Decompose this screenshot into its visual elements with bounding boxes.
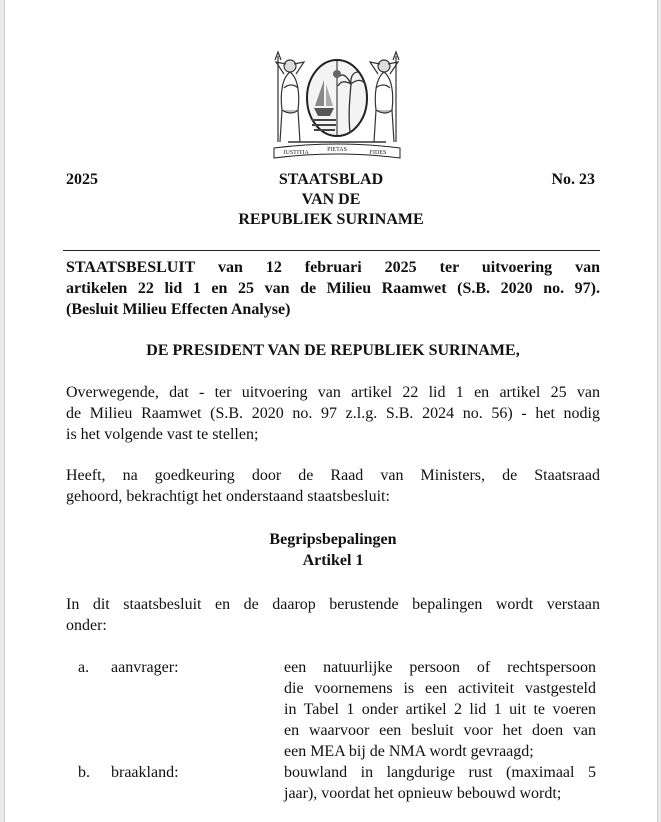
paragraph-line: de Milieu Raamwet (S.B. 2020 no. 97 z.l.g. S.B. 2024 no. 56) - het nodig xyxy=(66,405,600,422)
gazette-title-line: STAATSBLAD xyxy=(278,171,384,188)
paragraph-line: gehoord, bekrachtigt het onderstaand staatsbesluit: xyxy=(66,488,390,505)
definition-line: een natuurlijke persoon of rechtspersoon xyxy=(284,659,596,676)
paragraph-line: onder: xyxy=(66,617,107,634)
paragraph-line: is het volgende vast te stellen; xyxy=(66,426,259,443)
definition-line: in Tabel 1 onder artikel 2 lid 1 uit te voeren xyxy=(284,701,596,718)
definition-line: en waarvoor een besluit voor het doen van xyxy=(284,722,596,739)
intro-paragraph xyxy=(66,594,600,636)
approval-paragraph xyxy=(66,465,600,507)
paragraph-line: Overwegende, dat - ter uitvoering van artikel 22 lid 1 en artikel 25 van xyxy=(66,384,600,401)
definition-line: een MEA bij de NMA wordt gevraagd; xyxy=(284,743,534,760)
publication-year: 2025 xyxy=(66,171,98,188)
definition-term: aanvrager: xyxy=(111,659,179,676)
article-heading: Artikel 1 xyxy=(302,552,364,569)
president-heading: DE PRESIDENT VAN DE REPUBLIEK SURINAME, xyxy=(146,342,520,359)
motto-word: FIDES xyxy=(369,150,387,156)
section-heading: Begripsbepalingen xyxy=(269,531,397,548)
publication-number: No. 23 xyxy=(551,171,595,188)
motto-word: PIETAS xyxy=(327,147,347,153)
definition-term: braakland: xyxy=(111,764,179,781)
definition-text xyxy=(284,762,596,804)
decree-title-line: (Besluit Milieu Effecten Analyse) xyxy=(66,301,291,318)
considering-paragraph xyxy=(66,382,600,445)
paragraph-line: Heeft, na goedkeuring door de Raad van Ministers, de Staatsraad xyxy=(66,467,600,484)
gazette-title-line: VAN DE xyxy=(301,191,361,208)
definition-text xyxy=(284,657,596,762)
decree-title-line: artikelen 22 lid 1 en 25 van de Milieu Raamwet (S.B. 2020 no. 97). xyxy=(66,280,600,297)
gazette-title-line: REPUBLIEK SURINAME xyxy=(238,211,424,228)
definition-letter: a. xyxy=(78,659,90,676)
document-page xyxy=(4,0,658,822)
definition-line: bouwland in langdurige rust (maximaal 5 xyxy=(284,764,596,781)
definition-letter: b. xyxy=(78,764,90,781)
definition-line: jaar), voordat het opnieuw bebouwd wordt; xyxy=(284,785,562,802)
header-divider xyxy=(63,250,600,251)
decree-title-line: STAATSBESLUIT van 12 februari 2025 ter uitvoering van xyxy=(66,259,600,276)
coat-of-arms-icon xyxy=(268,44,406,160)
motto-word: JUSTITIA xyxy=(283,150,309,156)
decree-title xyxy=(66,257,600,320)
definition-line: die voornemens is een activiteit vastgesteld xyxy=(284,680,596,697)
paragraph-line: In dit staatsbesluit en de daarop berustende bepalingen wordt verstaan xyxy=(66,596,600,613)
